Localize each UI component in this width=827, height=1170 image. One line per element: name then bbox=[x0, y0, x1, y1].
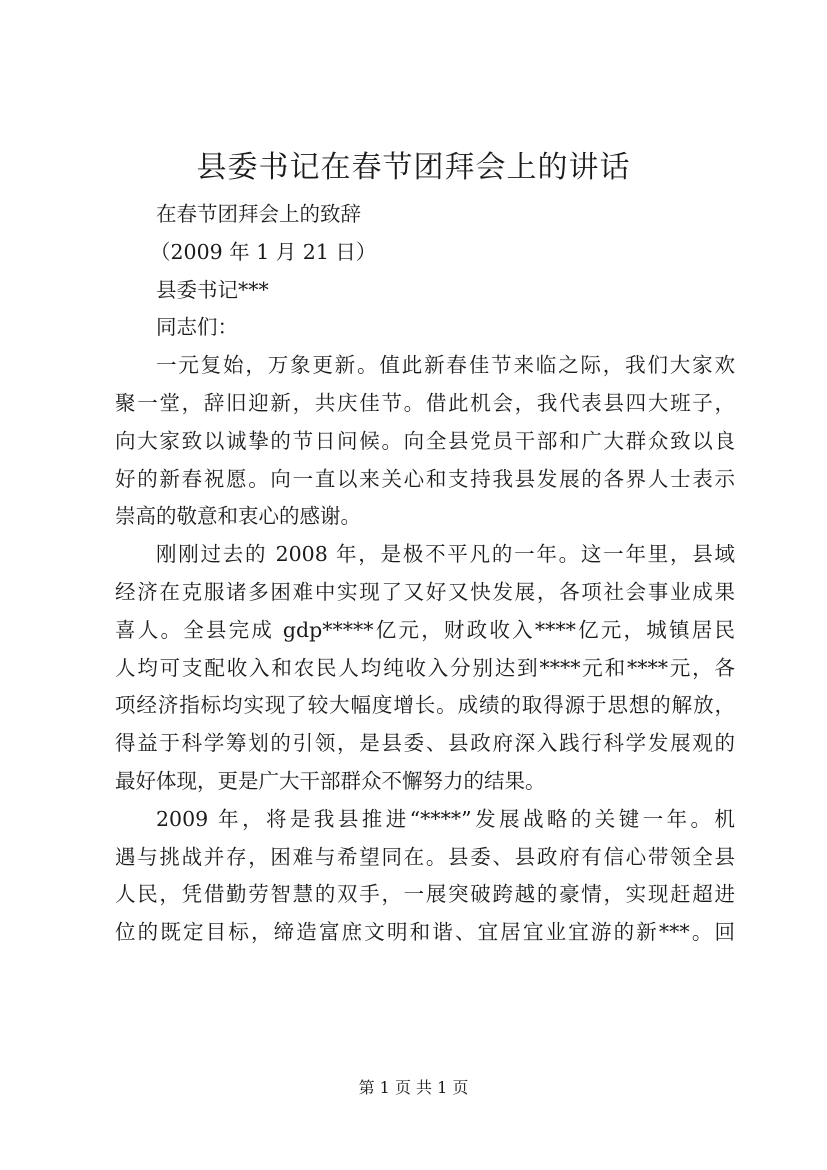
subtitle: 在春节团拜会上的致辞 bbox=[156, 202, 361, 226]
paragraph-line: 遇与挑战并存，困难与希望同在。县委、县政府有信心带领全县 bbox=[115, 844, 735, 869]
paragraph-line: 位的既定目标，缔造富庶文明和谐、宜居宜业宜游的新***。回 bbox=[115, 920, 735, 945]
paragraph-line: 人民，凭借勤劳智慧的双手，一展突破跨越的豪情，实现赶超进 bbox=[115, 882, 735, 907]
paragraph-line: 好的新春祝愿。向一直以来关心和支持我县发展的各界人士表示 bbox=[115, 466, 735, 491]
speaker-line: 县委书记*** bbox=[156, 277, 269, 302]
paragraph-line: 项经济指标均实现了较大幅度增长。成绩的取得源于思想的解放， bbox=[115, 693, 735, 718]
page-footer: 第 1 页 共 1 页 bbox=[358, 1078, 469, 1097]
document-body bbox=[115, 196, 735, 952]
paragraph-3 bbox=[115, 801, 735, 952]
paragraph-line: 经济在克服诸多困难中实现了又好又快发展，各项社会事业成果 bbox=[115, 579, 735, 604]
date-line: （2009 年 1 月 21 日） bbox=[150, 239, 377, 264]
paragraph-line: 2009 年，将是我县推进“****”发展战略的关键一年。机 bbox=[156, 806, 735, 831]
paragraph-line: 一元复始，万象更新。值此新春佳节来临之际，我们大家欢 bbox=[156, 353, 735, 378]
paragraph-line: 得益于科学筹划的引领，是县委、县政府深入践行科学发展观的 bbox=[115, 731, 735, 756]
paragraph-line: 喜人。全县完成 gdp*****亿元，财政收入****亿元，城镇居民 bbox=[115, 617, 735, 642]
paragraph-line: 崇高的敬意和衷心的感谢。 bbox=[115, 504, 361, 529]
paragraph-line: 最好体现，更是广大干部群众不懈努力的结果。 bbox=[115, 768, 546, 793]
paragraph-1 bbox=[115, 347, 735, 536]
paragraph-line: 聚一堂，辞旧迎新，共庆佳节。借此机会，我代表县四大班子， bbox=[115, 390, 735, 415]
paragraph-line: 刚刚过去的 2008 年，是极不平凡的一年。这一年里，县域 bbox=[156, 542, 735, 567]
salutation: 同志们： bbox=[156, 315, 238, 340]
paragraph-2 bbox=[115, 536, 735, 801]
document-title: 县委书记在春节团拜会上的讲话 bbox=[196, 150, 631, 185]
paragraph-line: 人均可支配收入和农民人均纯收入分别达到****元和****元，各 bbox=[115, 655, 735, 680]
paragraph-line: 向大家致以诚挚的节日问候。向全县党员干部和广大群众致以良 bbox=[115, 428, 735, 453]
